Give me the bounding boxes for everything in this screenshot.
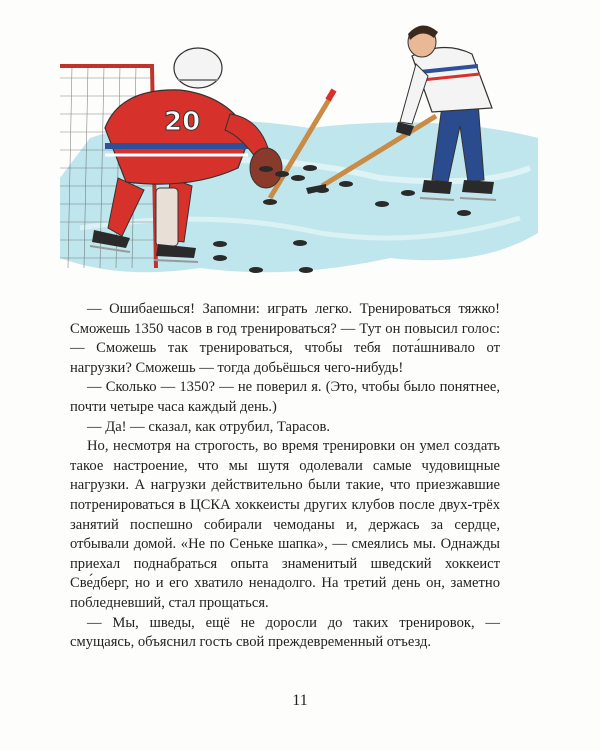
jersey-number: 20 (164, 107, 201, 137)
paragraph-narrative: Но, несмотря на строгость, во время тренировки он умел создать такое настроение, что мы шутя одолевали самые чудовищные нагрузки. А нагрузки действительно были такие, что приезжавшие потренироваться в ЦСКА хоккеисты других клубов после двух-трёх занятий поспешно собирали чемоданы и, держась за сердце, отбывали домой. «Не по Сеньке шапка», — смеялись мы. Однажды приехал поднабраться опыта знаменитый шведский хоккеист Све́дберг, но и его хватило ненадолго. На третий день он, заметно побледневший, стал прощаться. (70, 438, 500, 611)
paragraph-dialogue-4: — Мы, шведы, ещё не доросли до таких тренировок, — смущаясь, объяснил гость свой преждевременный отъезд. (70, 614, 500, 651)
paragraph-dialogue-1: — Ошибаешься! Запомни: играть легко. Тренироваться тяжко! Сможешь 1350 часов в год тренироваться? — Тут он повысил голос: — Сможешь так тренироваться, чтобы тебя пота́шнивало от нагрузки? Сможешь — тогда добьёшься чего-нибудь! (70, 301, 500, 376)
main-text (70, 300, 500, 653)
paragraph-dialogue-2: — Сколько — 1350? — не поверил я. (Это, чтобы было понятнее, почти четыре часа каждый день.) (70, 379, 500, 415)
hockey-scene-icon (60, 18, 538, 290)
hockey-training-illustration (60, 18, 538, 290)
paragraph-dialogue-3: — Да! — сказал, как отрубил, Тарасов. (87, 418, 331, 435)
page-number: 11 (292, 692, 308, 709)
